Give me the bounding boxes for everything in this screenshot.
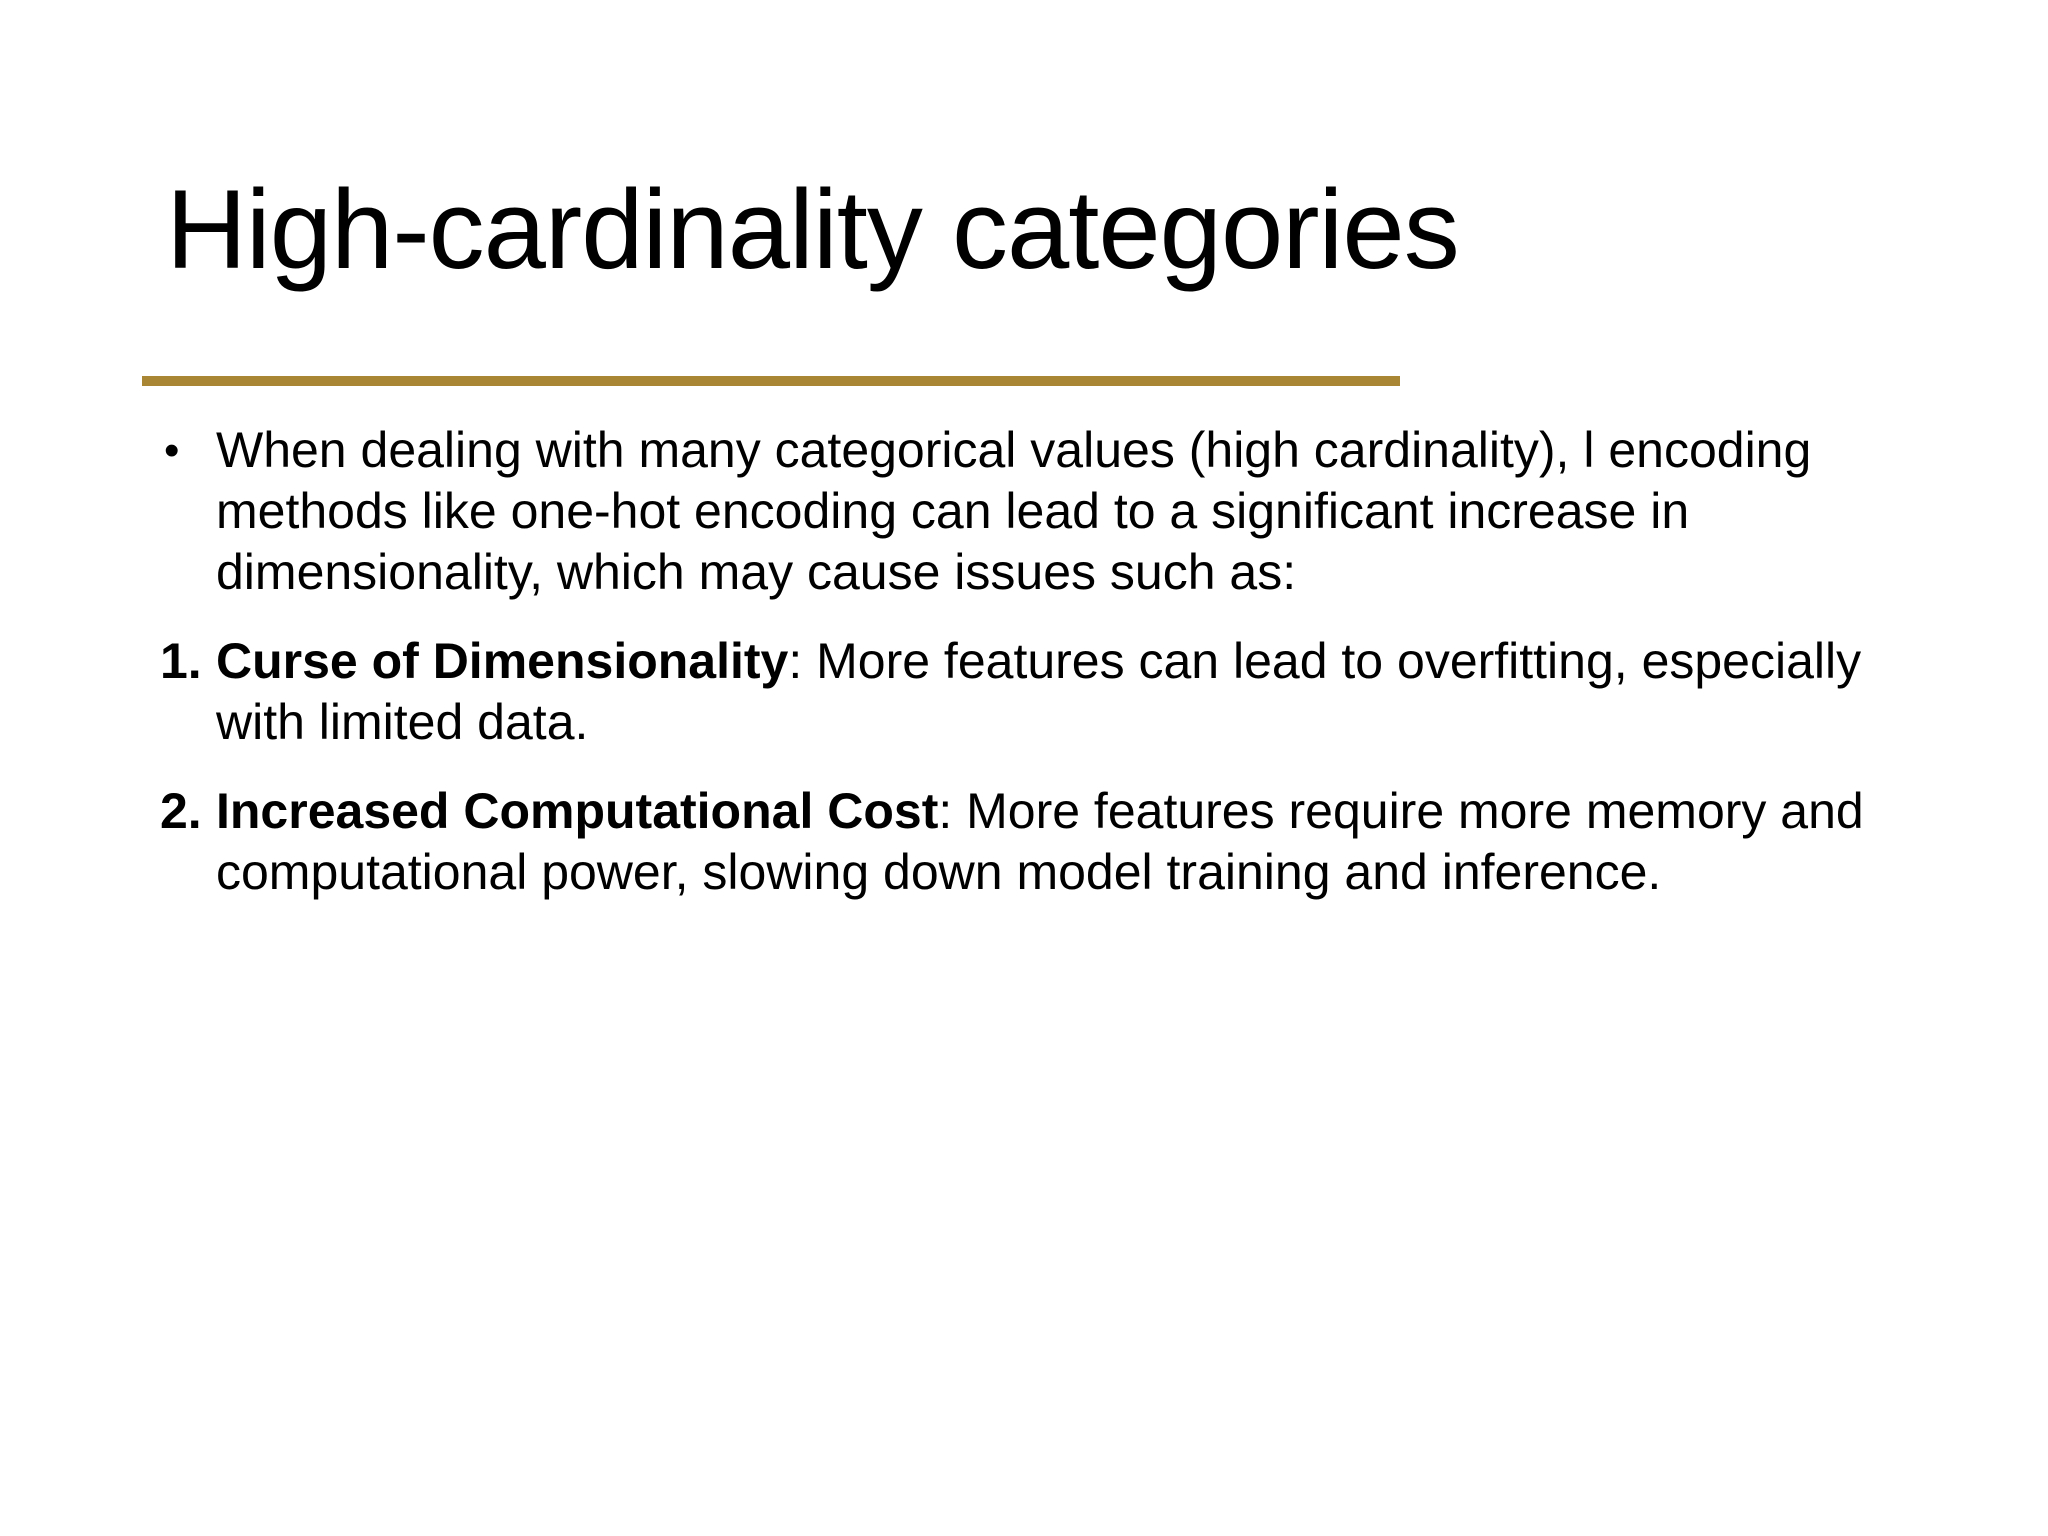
item-number: 1. (160, 633, 202, 689)
intro-text: When dealing with many categorical values (high cardinality), l encoding methods like one-hot encoding can lead to a significant increase in dimensionality, which may cause issues such as: (216, 422, 1812, 600)
item-text: : More features require more memory and computational power, slowing down model training and inference. (216, 783, 1864, 900)
item-term: Increased Computational Cost (216, 783, 939, 839)
numbered-item-2 (160, 781, 1920, 903)
item-term: Curse of Dimensionality (216, 633, 789, 689)
bullet-marker: • (164, 426, 180, 475)
slide-body (160, 420, 1920, 931)
title-underline (142, 376, 1400, 386)
intro-bullet-item (160, 420, 1920, 603)
numbered-item-1 (160, 631, 1920, 753)
item-number: 2. (160, 783, 202, 839)
slide-title: High-cardinality categories (166, 167, 1459, 292)
item-text: : More features can lead to overfitting, especially with limited data. (216, 633, 1862, 750)
